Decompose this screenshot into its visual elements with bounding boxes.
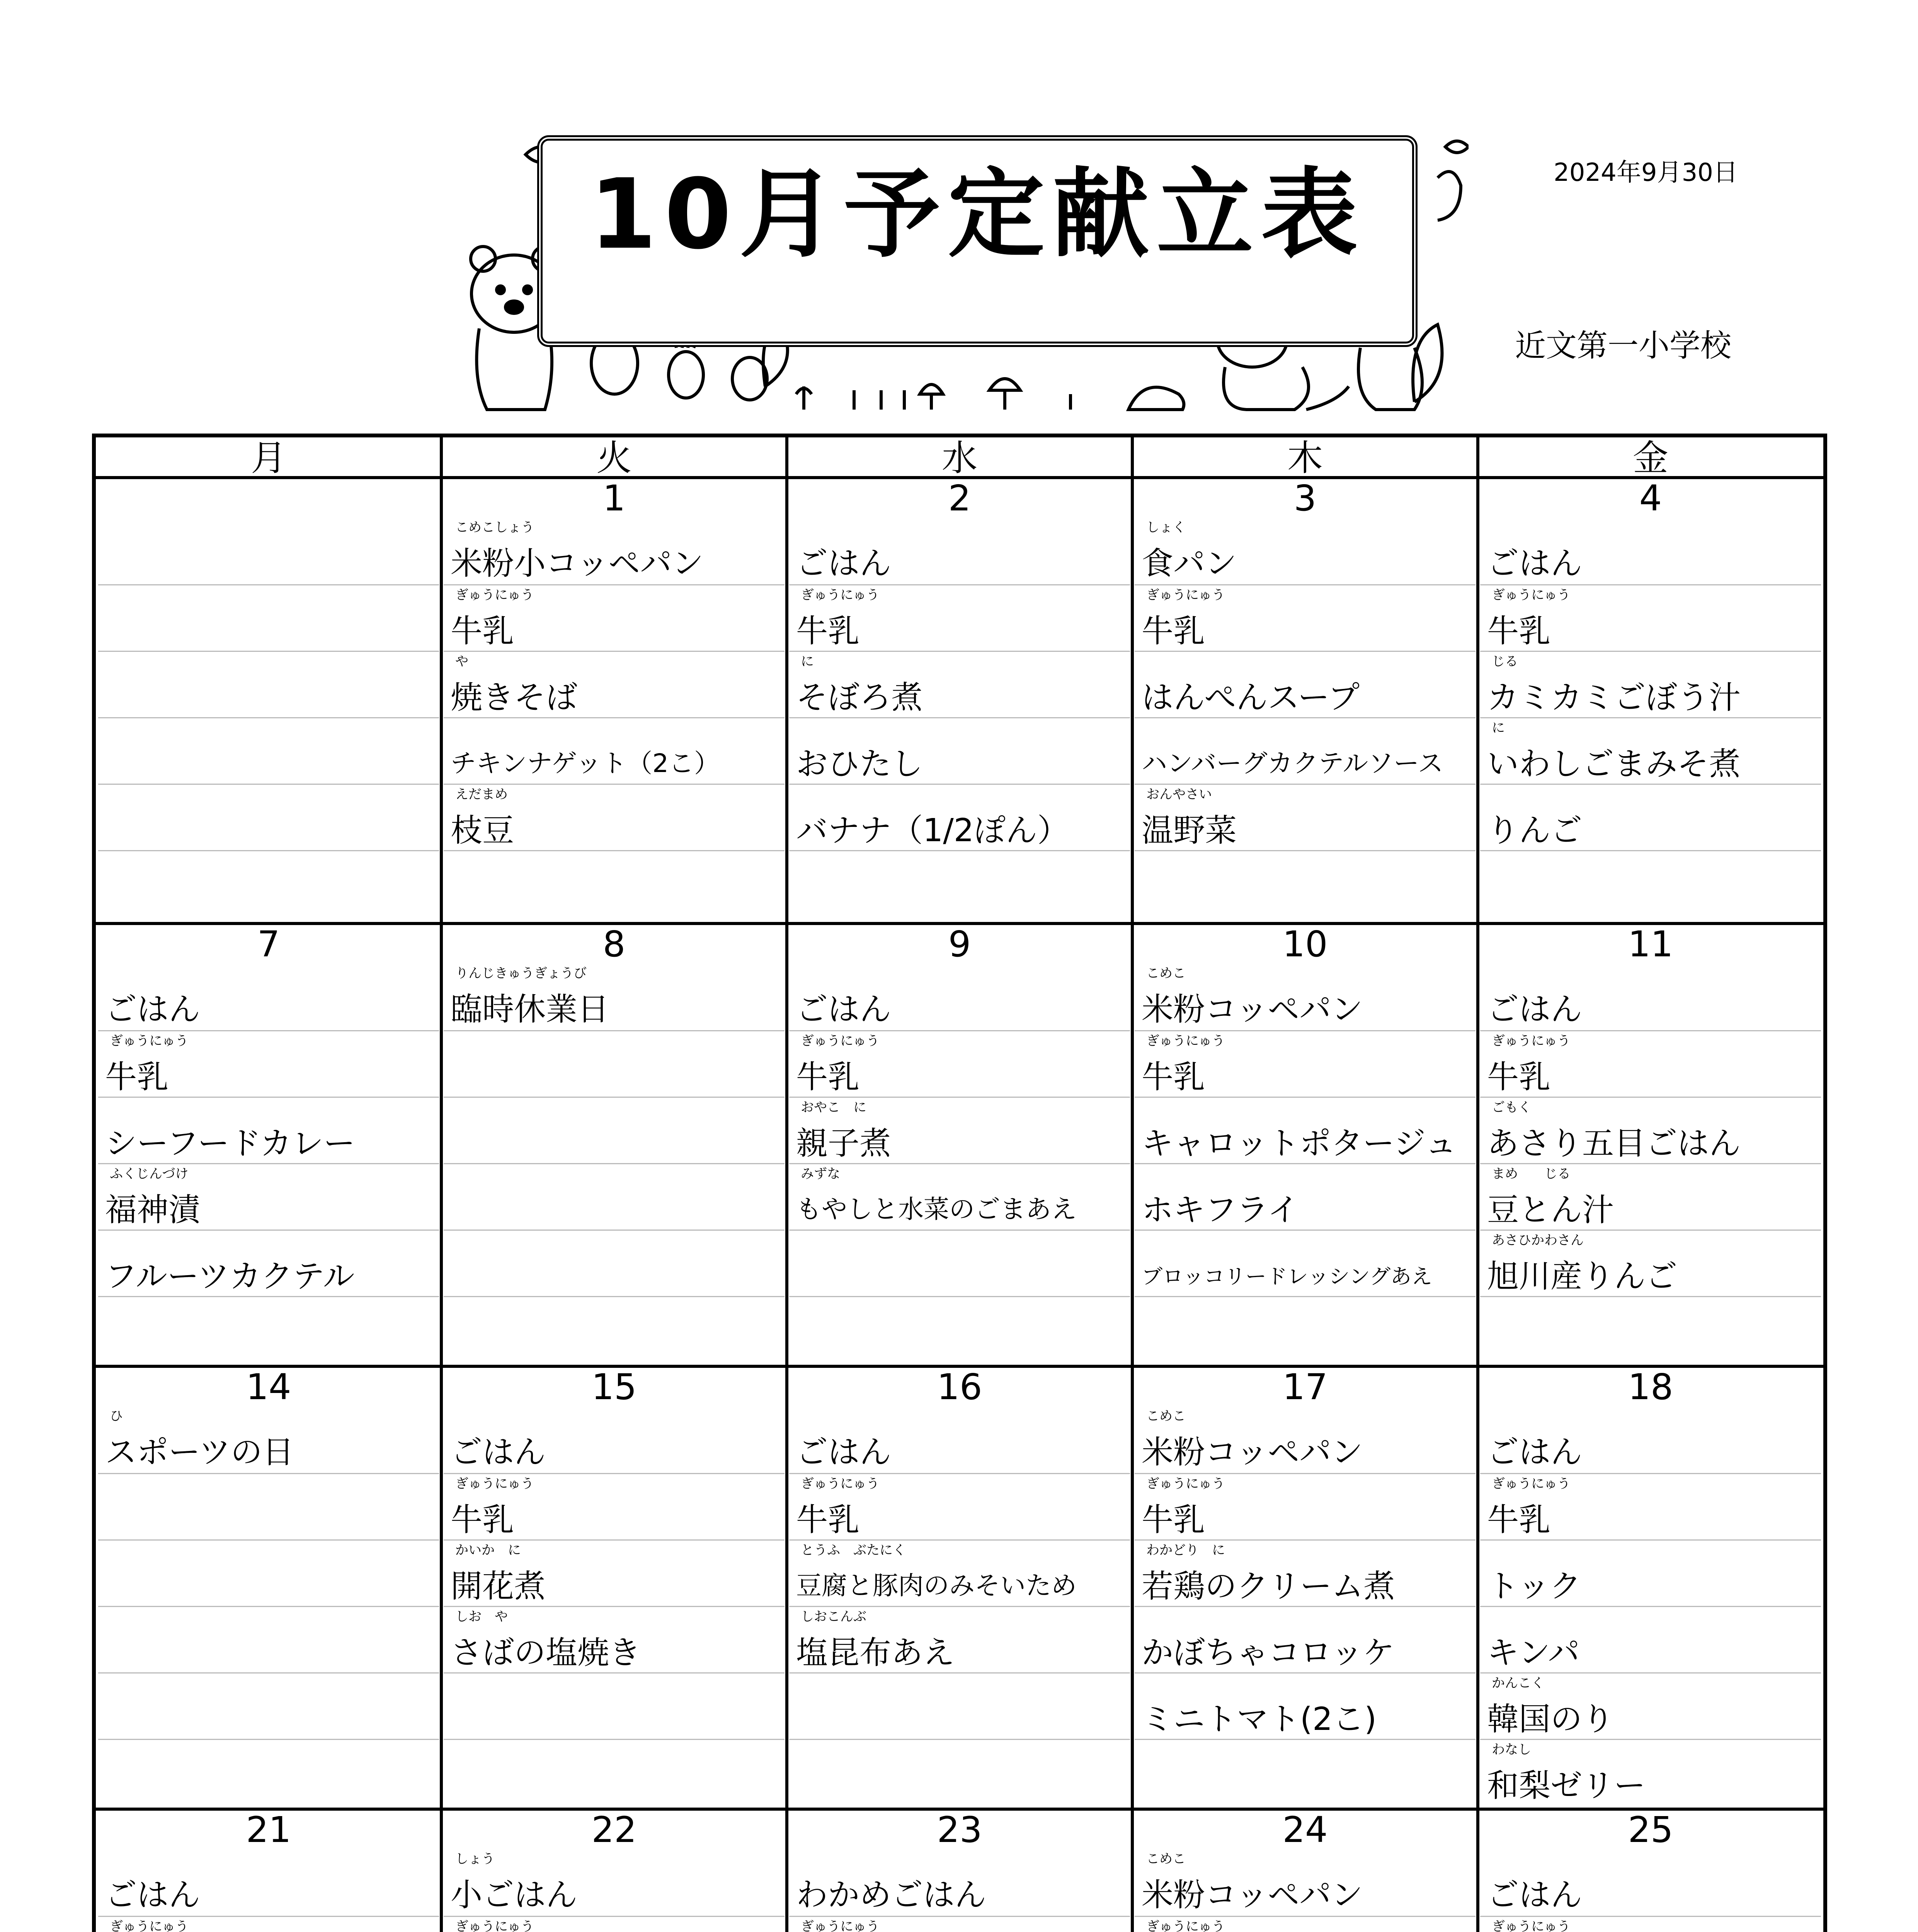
- menu-row: [1135, 1296, 1476, 1364]
- dish-name: 米粉コッペパン: [1142, 1877, 1363, 1913]
- dish-name: わかめごはん: [796, 1877, 987, 1913]
- menu-row: [98, 1030, 439, 1098]
- week-row: [96, 922, 1823, 1368]
- day-number: 8: [602, 923, 626, 965]
- menu-row: [1480, 1097, 1821, 1164]
- menu-row: [1480, 850, 1821, 918]
- dish-name: 米粉コッペパン: [1142, 1434, 1363, 1471]
- dish-name: 牛乳: [451, 613, 514, 650]
- day-cell: [1135, 1811, 1476, 1932]
- week-row: [96, 1365, 1823, 1811]
- menu-row: [789, 1097, 1130, 1164]
- menu-row: [1480, 1030, 1821, 1098]
- furigana: ぎゅうにゅう: [1492, 1476, 1571, 1492]
- menu-row: [98, 1296, 439, 1364]
- furigana: じる: [1492, 654, 1518, 669]
- dish-name: 牛乳: [1142, 613, 1205, 650]
- furigana: まめ じる: [1492, 1166, 1571, 1182]
- day-number: 16: [937, 1366, 982, 1408]
- dish-name: 豆とん汁: [1487, 1192, 1614, 1228]
- day-cell: [1480, 1811, 1821, 1932]
- menu-row: [444, 1739, 785, 1806]
- day-number: 24: [1282, 1809, 1328, 1850]
- dish-name: スポーツの日: [105, 1434, 294, 1471]
- day-cell: [98, 1811, 439, 1932]
- dish-name: ごはん: [796, 1434, 892, 1471]
- menu-row: [98, 1606, 439, 1673]
- furigana: ぎゅうにゅう: [801, 1476, 880, 1492]
- page-title: 10月予定献立表: [589, 158, 1365, 270]
- menu-row: [1135, 1097, 1476, 1164]
- furigana: しょく: [1146, 520, 1186, 535]
- furigana: こめこ: [1146, 1408, 1186, 1424]
- dish-name: 韓国のり: [1487, 1701, 1614, 1738]
- day-number: 4: [1639, 478, 1662, 519]
- dish-name: はんぺんスープ: [1142, 679, 1360, 716]
- menu-row: [444, 850, 785, 918]
- dish-name: 親子煮: [796, 1125, 892, 1162]
- menu-row: [98, 1230, 439, 1297]
- dish-name: 牛乳: [1487, 1502, 1551, 1538]
- menu-row: [1480, 518, 1821, 584]
- menu-row: [1135, 1606, 1476, 1673]
- day-number: 18: [1628, 1366, 1673, 1408]
- day-number: 15: [591, 1366, 637, 1408]
- dish-name: 米粉小コッペパン: [451, 545, 704, 582]
- day-cell: [789, 1811, 1130, 1932]
- furigana: ひ: [110, 1408, 123, 1424]
- menu-row: [444, 1296, 785, 1364]
- weekday-header: 金: [1478, 437, 1823, 479]
- menu-row: [444, 1473, 785, 1541]
- menu-row: [789, 1849, 1130, 1916]
- day-number: 7: [257, 923, 280, 965]
- day-number: 23: [937, 1809, 982, 1850]
- issue-date: 2024年9月30日: [1554, 158, 1738, 187]
- furigana: ぎゅうにゅう: [455, 1919, 534, 1932]
- menu-row: [98, 717, 439, 785]
- day-number: 25: [1628, 1809, 1673, 1850]
- furigana: ぎゅうにゅう: [455, 587, 534, 603]
- menu-row: [1480, 1672, 1821, 1740]
- menu-row: [1135, 1849, 1476, 1916]
- menu-row: [789, 1230, 1130, 1297]
- menu-calendar-table: [92, 434, 1827, 1932]
- day-cell: [444, 1811, 785, 1932]
- dish-name: キャロットポタージュ: [1142, 1125, 1457, 1162]
- furigana: りんじきゅうぎょうび: [455, 966, 587, 981]
- dish-name: 米粉コッペパン: [1142, 991, 1363, 1028]
- menu-row: [789, 1539, 1130, 1607]
- dish-name: 開花煮: [451, 1568, 546, 1605]
- furigana: ぎゅうにゅう: [1146, 1476, 1225, 1492]
- menu-row: [1135, 1230, 1476, 1297]
- dish-name: いわしごまみそ煮: [1487, 746, 1741, 782]
- menu-row: [444, 784, 785, 851]
- menu-row: [1480, 1739, 1821, 1806]
- furigana: ぎゅうにゅう: [1492, 1919, 1571, 1932]
- furigana: や: [455, 654, 468, 669]
- furigana: みずな: [801, 1166, 840, 1182]
- dish-name: 焼きそば: [451, 679, 578, 716]
- menu-row: [1135, 784, 1476, 851]
- menu-row: [98, 1916, 439, 1932]
- day-cell: [98, 1368, 439, 1811]
- day-cell: [444, 479, 785, 922]
- menu-row: [444, 1672, 785, 1740]
- furigana: かいか に: [455, 1543, 521, 1558]
- menu-row: [444, 1849, 785, 1916]
- menu-row: [1135, 964, 1476, 1030]
- furigana: ぎゅうにゅう: [1492, 587, 1571, 603]
- day-number: 2: [948, 478, 971, 519]
- menu-row: [789, 717, 1130, 785]
- dish-name: ごはん: [1487, 1877, 1583, 1913]
- menu-row: [789, 1916, 1130, 1932]
- menu-row: [444, 518, 785, 584]
- day-number: 9: [948, 923, 971, 965]
- menu-row: [789, 584, 1130, 652]
- dish-name: ごはん: [796, 991, 892, 1028]
- dish-name: ミニトマト(2こ): [1142, 1701, 1377, 1738]
- menu-row: [789, 1672, 1130, 1740]
- menu-row: [1480, 1916, 1821, 1932]
- dish-name: そぼろ煮: [796, 679, 923, 716]
- menu-row: [1135, 584, 1476, 652]
- menu-row: [98, 1163, 439, 1231]
- furigana: こめこ: [1146, 1851, 1186, 1867]
- furigana: ぎゅうにゅう: [801, 587, 880, 603]
- day-cell: [444, 925, 785, 1368]
- dish-name: 温野菜: [1142, 812, 1237, 849]
- menu-row: [98, 584, 439, 652]
- dish-name: ごはん: [105, 1877, 201, 1913]
- menu-row: [444, 584, 785, 652]
- day-cell: [1480, 925, 1821, 1368]
- week-row: [96, 1808, 1823, 1932]
- furigana: かんこく: [1492, 1675, 1544, 1691]
- furigana: ごもく: [1492, 1100, 1531, 1115]
- menu-row: [98, 1097, 439, 1164]
- furigana: しょう: [455, 1851, 495, 1867]
- weekday-header: 火: [441, 437, 787, 479]
- menu-row: [789, 1163, 1130, 1231]
- day-cell: [1480, 1368, 1821, 1811]
- menu-row: [789, 1473, 1130, 1541]
- menu-row: [1135, 1406, 1476, 1473]
- menu-row: [98, 1672, 439, 1740]
- furigana: ぎゅうにゅう: [1146, 1033, 1225, 1049]
- menu-row: [444, 1539, 785, 1607]
- menu-row: [789, 1296, 1130, 1364]
- menu-row: [789, 651, 1130, 718]
- dish-name: ごはん: [796, 545, 892, 582]
- day-cell: [1135, 925, 1476, 1368]
- dish-name: シーフードカレー: [105, 1125, 355, 1162]
- dish-name: 福神漬: [105, 1192, 201, 1228]
- menu-row: [789, 1739, 1130, 1806]
- weekday-header: 水: [787, 437, 1132, 479]
- dish-name: ごはん: [1487, 991, 1583, 1028]
- menu-row: [98, 1406, 439, 1473]
- menu-row: [1135, 717, 1476, 785]
- furigana: ぎゅうにゅう: [455, 1476, 534, 1492]
- dish-name: バナナ（1/2ぽん）: [796, 812, 1069, 849]
- day-number: 10: [1282, 923, 1328, 965]
- menu-row: [1480, 1849, 1821, 1916]
- furigana: ぎゅうにゅう: [1146, 587, 1225, 603]
- menu-row: [444, 1230, 785, 1297]
- furigana: ぎゅうにゅう: [110, 1919, 189, 1932]
- dish-name: 塩昆布あえ: [796, 1634, 955, 1671]
- furigana: しおこんぶ: [801, 1609, 866, 1624]
- menu-row: [98, 518, 439, 584]
- dish-name: もやしと水菜のごまあえ: [796, 1194, 1077, 1224]
- furigana: とうふ ぶたにく: [801, 1543, 906, 1558]
- day-cell: [789, 1368, 1130, 1811]
- furigana: に: [1492, 720, 1505, 736]
- menu-row: [1480, 717, 1821, 785]
- dish-name: キンパ: [1487, 1634, 1580, 1671]
- menu-row: [1480, 1230, 1821, 1297]
- dish-name: 旭川産りんご: [1487, 1258, 1678, 1295]
- weekday-header: 月: [96, 437, 441, 479]
- furigana: ぎゅうにゅう: [110, 1033, 189, 1049]
- day-number: 14: [246, 1366, 291, 1408]
- dish-name: カミカミごぼう汁: [1487, 679, 1741, 716]
- dish-name: ごはん: [1487, 545, 1583, 582]
- furigana: ふくじんづけ: [110, 1166, 189, 1182]
- dish-name: 牛乳: [105, 1059, 169, 1095]
- menu-row: [98, 651, 439, 718]
- furigana: わかどり に: [1146, 1543, 1225, 1558]
- day-number: 1: [602, 478, 626, 519]
- dish-name: ごはん: [105, 991, 201, 1028]
- menu-row: [1135, 1539, 1476, 1607]
- menu-row: [98, 850, 439, 918]
- menu-row: [1135, 518, 1476, 584]
- furigana: こめこしょう: [455, 520, 534, 535]
- menu-row: [1480, 651, 1821, 718]
- menu-row: [789, 1606, 1130, 1673]
- menu-row: [1480, 1606, 1821, 1673]
- furigana: わなし: [1492, 1742, 1531, 1757]
- menu-row: [98, 964, 439, 1030]
- furigana: に: [801, 654, 814, 669]
- menu-row: [1480, 1406, 1821, 1473]
- dish-name: 食パン: [1142, 545, 1237, 582]
- dish-name: フルーツカクテル: [105, 1258, 355, 1295]
- dish-name: 臨時休業日: [451, 991, 609, 1028]
- dish-name: 牛乳: [1487, 613, 1551, 650]
- menu-row: [1480, 1473, 1821, 1541]
- dish-name: 牛乳: [1487, 1059, 1551, 1095]
- dish-name: チキンナゲット（2こ）: [451, 748, 720, 778]
- dish-name: 和梨ゼリー: [1487, 1767, 1646, 1804]
- menu-row: [1480, 964, 1821, 1030]
- day-number: 3: [1293, 478, 1317, 519]
- weekday-header: 木: [1132, 437, 1478, 479]
- menu-row: [98, 1849, 439, 1916]
- menu-row: [98, 784, 439, 851]
- dish-name: ごはん: [451, 1434, 546, 1471]
- menu-row: [1135, 1739, 1476, 1806]
- menu-row: [1480, 1163, 1821, 1231]
- day-cell: [444, 1368, 785, 1811]
- menu-row: [444, 1916, 785, 1932]
- day-cell: [1135, 1368, 1476, 1811]
- dish-name: おひたし: [796, 746, 923, 782]
- day-cell: [1135, 479, 1476, 922]
- day-cell: [789, 925, 1130, 1368]
- menu-row: [789, 964, 1130, 1030]
- menu-row: [444, 717, 785, 785]
- menu-row: [1135, 1916, 1476, 1932]
- dish-name: 牛乳: [796, 613, 860, 650]
- dish-name: 牛乳: [1142, 1502, 1205, 1538]
- furigana: ぎゅうにゅう: [801, 1919, 880, 1932]
- menu-row: [789, 518, 1130, 584]
- day-number: 22: [591, 1809, 637, 1850]
- furigana: ぎゅうにゅう: [1492, 1033, 1571, 1049]
- menu-row: [1480, 1539, 1821, 1607]
- dish-name: 牛乳: [796, 1059, 860, 1095]
- dish-name: ホキフライ: [1142, 1192, 1299, 1228]
- menu-row: [1135, 850, 1476, 918]
- dish-name: トック: [1487, 1568, 1581, 1605]
- furigana: おんやさい: [1146, 787, 1212, 802]
- dish-name: 豆腐と豚肉のみそいため: [796, 1571, 1077, 1600]
- menu-row: [789, 1406, 1130, 1473]
- menu-row: [1135, 1473, 1476, 1541]
- menu-row: [789, 850, 1130, 918]
- menu-row: [444, 1406, 785, 1473]
- menu-row: [1480, 784, 1821, 851]
- school-name: 近文第一小学校: [1515, 328, 1731, 364]
- day-cell: [98, 925, 439, 1368]
- menu-row: [444, 1030, 785, 1098]
- day-number: 17: [1282, 1366, 1328, 1408]
- dish-name: 牛乳: [1142, 1059, 1205, 1095]
- menu-row: [1135, 1672, 1476, 1740]
- menu-row: [98, 1539, 439, 1607]
- dish-name: 牛乳: [796, 1502, 860, 1538]
- day-number: [98, 479, 439, 518]
- dish-name: 小ごはん: [451, 1877, 578, 1913]
- menu-row: [789, 784, 1130, 851]
- menu-row: [1135, 651, 1476, 718]
- week-row: [96, 479, 1823, 922]
- menu-row: [789, 1030, 1130, 1098]
- menu-row: [444, 651, 785, 718]
- furigana: ぎゅうにゅう: [1146, 1919, 1225, 1932]
- dish-name: 牛乳: [451, 1502, 514, 1538]
- day-cell: [98, 479, 439, 922]
- menu-row: [1135, 1163, 1476, 1231]
- furigana: しお や: [455, 1609, 508, 1624]
- menu-row: [1480, 1296, 1821, 1364]
- day-cell: [1480, 479, 1821, 922]
- menu-row: [444, 964, 785, 1030]
- menu-row: [1480, 584, 1821, 652]
- furigana: おやこ に: [801, 1100, 866, 1115]
- furigana: こめこ: [1146, 966, 1186, 981]
- dish-name: かぼちゃコロッケ: [1142, 1634, 1395, 1671]
- menu-row: [444, 1097, 785, 1164]
- day-number: 11: [1628, 923, 1673, 965]
- menu-row: [98, 1473, 439, 1541]
- dish-name: あさり五目ごはん: [1487, 1125, 1741, 1162]
- dish-name: 若鶏のクリーム煮: [1142, 1568, 1396, 1605]
- menu-row: [1135, 1030, 1476, 1098]
- dish-name: りんご: [1487, 812, 1583, 849]
- furigana: えだまめ: [455, 787, 508, 802]
- dish-name: 枝豆: [451, 812, 514, 849]
- menu-row: [444, 1606, 785, 1673]
- day-number: 21: [246, 1809, 291, 1850]
- furigana: あさひかわさん: [1492, 1233, 1584, 1248]
- dish-name: ブロッコリードレッシングあえ: [1142, 1264, 1432, 1289]
- menu-row: [98, 1739, 439, 1806]
- dish-name: ごはん: [1487, 1434, 1583, 1471]
- dish-name: ハンバーグカクテルソース: [1142, 748, 1443, 778]
- day-cell: [789, 479, 1130, 922]
- menu-row: [444, 1163, 785, 1231]
- dish-name: さばの塩焼き: [451, 1634, 641, 1671]
- furigana: ぎゅうにゅう: [801, 1033, 880, 1049]
